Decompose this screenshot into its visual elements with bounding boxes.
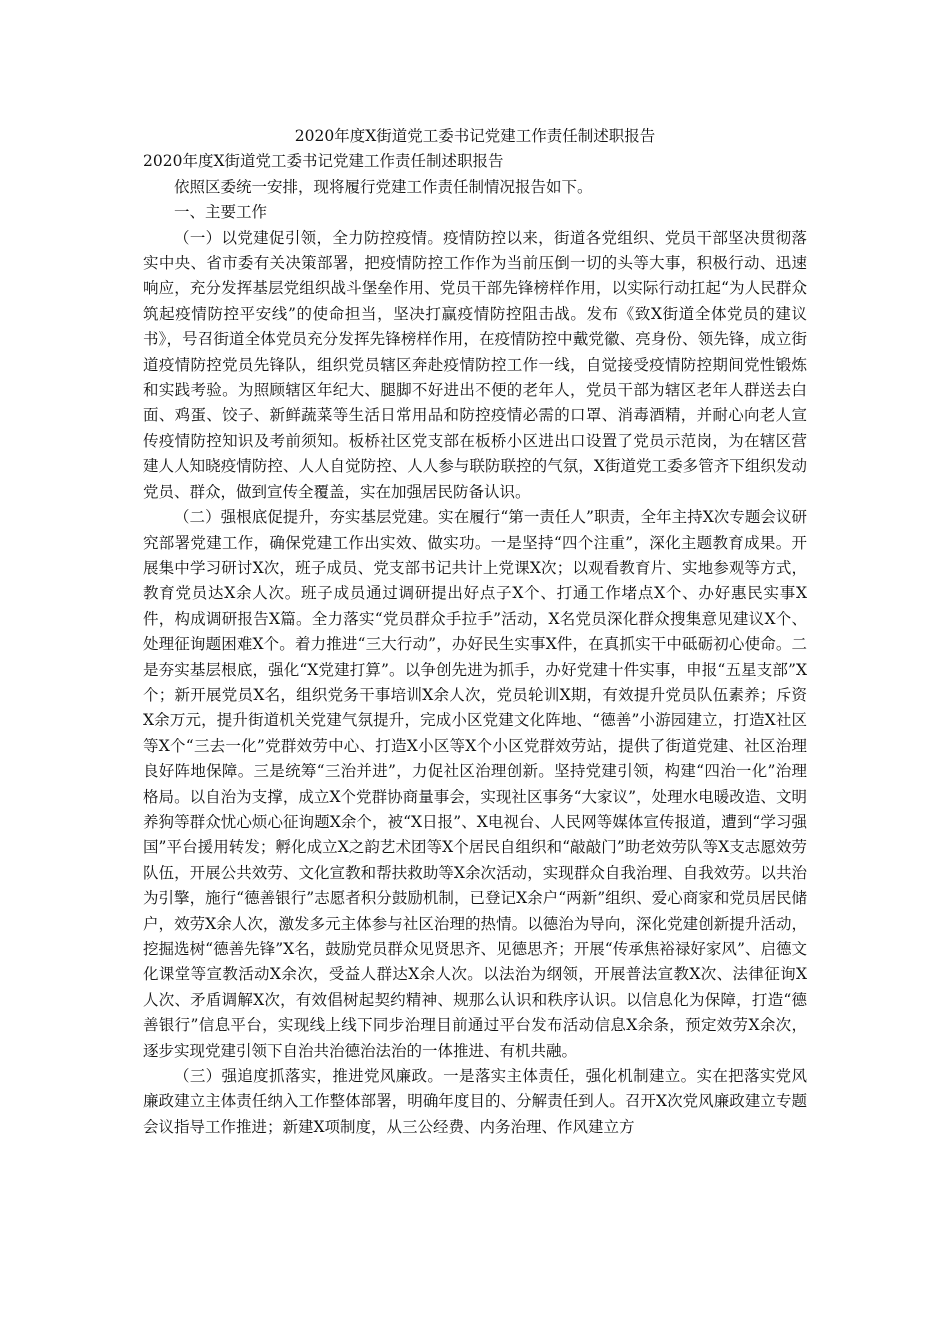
- document-title: 2020年度X街道党工委书记党建工作责任制述职报告: [294, 127, 656, 145]
- section-heading: 一、主要工作: [174, 203, 268, 222]
- body-paragraph: （三）强追度抓落实，推进党风廉政。一是落实主体责任，强化机制建立。实在把落实党风廉政建立主体责任纳入工作整体部署，明确年度目的、分解责任到人。召开X次党风廉政建立专题会议指导工作推进；新建X项制度，从三公经费、内务治理、作风建立方: [143, 1067, 807, 1136]
- intro-paragraph: 依照区委统一安排，现将履行党建工作责任制情况报告如下。: [174, 177, 593, 196]
- document-subtitle: 2020年度X街道党工委书记党建工作责任制述职报告: [143, 152, 504, 171]
- document-body: [143, 124, 807, 1140]
- body-paragraph: （二）强根底促提升，夯实基层党建。实在履行“第一责任人”职责，全年主持X次专题会议研究部署党建工作，确保党建工作出实效、做实功。一是坚持“四个注重”，深化主题教育成果。开展集中学习研讨X次，班子成员、党支部书记共计上党课X次；以观看教育片、实地参观等方式，教育党员达X余人次。班子成员通过调研提出好点子X个、打通工作堵点X个、办好惠民实事X件，构成调研报告X篇。全力落实“党员群众手拉手”活动，X名党员深化群众搜集意见建议X个、处理征询题困难X个。着力推进“三大行动”，办好民生实事X件，在真抓实干中砥砺初心使命。二是夯实基层根底，强化“X党建打算”。以争创先进为抓手，办好党建十件实事，申报“五星支部”X个；新开展党员X名，组织党务干事培训X余人次，党员轮训X期，有效提升党员队伍素养；斥资X余万元，提升街道机关党建气氛提升，完成小区党建文化阵地、“德善”小游园建立，打造X社区等X个“三去一化”党群效劳中心、打造X小区等X个小区党群效劳站，提供了街道党建、社区治理良好阵地保障。三是统筹“三治并进”，力促社区治理创新。坚持党建引领，构建“四治一化”治理格局。以自治为支撑，成立X个党群协商量事会，实现社区事务“大家议”，处理水电暖改造、文明养狗等群众忧心烦心征询题X余个，被“X日报”、X电视台、人民网等媒体宣传报道，遭到“学习强国”平台援用转发；孵化成立X之韵艺术团等X个居民自组织和“敲敲门”助老效劳队等X支志愿效劳队伍，开展公共效劳、文化宣教和帮扶救助等X余次活动，实现群众自我治理、自我效劳。以共治为引擎，施行“德善银行”志愿者积分鼓励机制，已登记X余户“两新”组织、爱心商家和党员居民储户，效劳X余人次，激发多元主体参与社区治理的热情。以德治为导向，深化党建创新提升活动，挖掘选树“德善先锋”X名，鼓励党员群众见贤思齐、见德思齐；开展“传承焦裕禄好家风”、启德文化课堂等宣教活动X余次，受益人群达X余人次。以法治为纲领，开展普法宣教X次、法律征询X人次、矛盾调解X次，有效倡树起契约精神、规那么认识和秩序认识。以信息化为保障，打造“德善银行”信息平台，实现线上线下同步治理目前通过平台发布活动信息X余条，预定效劳X余次，逐步实现党建引领下自治共治德治法治的一体推进、有机共融。: [143, 508, 807, 1060]
- body-paragraph: （一）以党建促引领，全力防控疫情。疫情防控以来，街道各党组织、党员干部坚决贯彻落实中央、省市委有关决策部署，把疫情防控工作作为当前压倒一切的头等大事，积极行动、迅速响应，充分发挥基层党组织战斗堡垒作用、党员干部先锋榜样作用，以实际行动扛起“为人民群众筑起疫情防控平安线”的使命担当，坚决打赢疫情防控阻击战。发布《致X街道全体党员的建议书》，号召街道全体党员充分发挥先锋榜样作用，在疫情防控中戴党徽、亮身份、领先锋，成立街道疫情防控党员先锋队，组织党员辖区奔赴疫情防控工作一线，自觉接受疫情防控期间党性锻炼和实践考验。为照顾辖区年纪大、腿脚不好进出不便的老年人，党员干部为辖区老年人群送去白面、鸡蛋、饺子、新鲜蔬菜等生活日常用品和防控疫情必需的口罩、消毒酒精，并耐心向老人宣传疫情防控知识及考前须知。板桥社区党支部在板桥小区进出口设置了党员示范岗，为在辖区营建人人知晓疫情防控、人人自觉防控、人人参与联防联控的气氛，X街道党工委多管齐下组织发动党员、群众，做到宣传全覆盖，实在加强居民防备认识。: [143, 228, 807, 501]
